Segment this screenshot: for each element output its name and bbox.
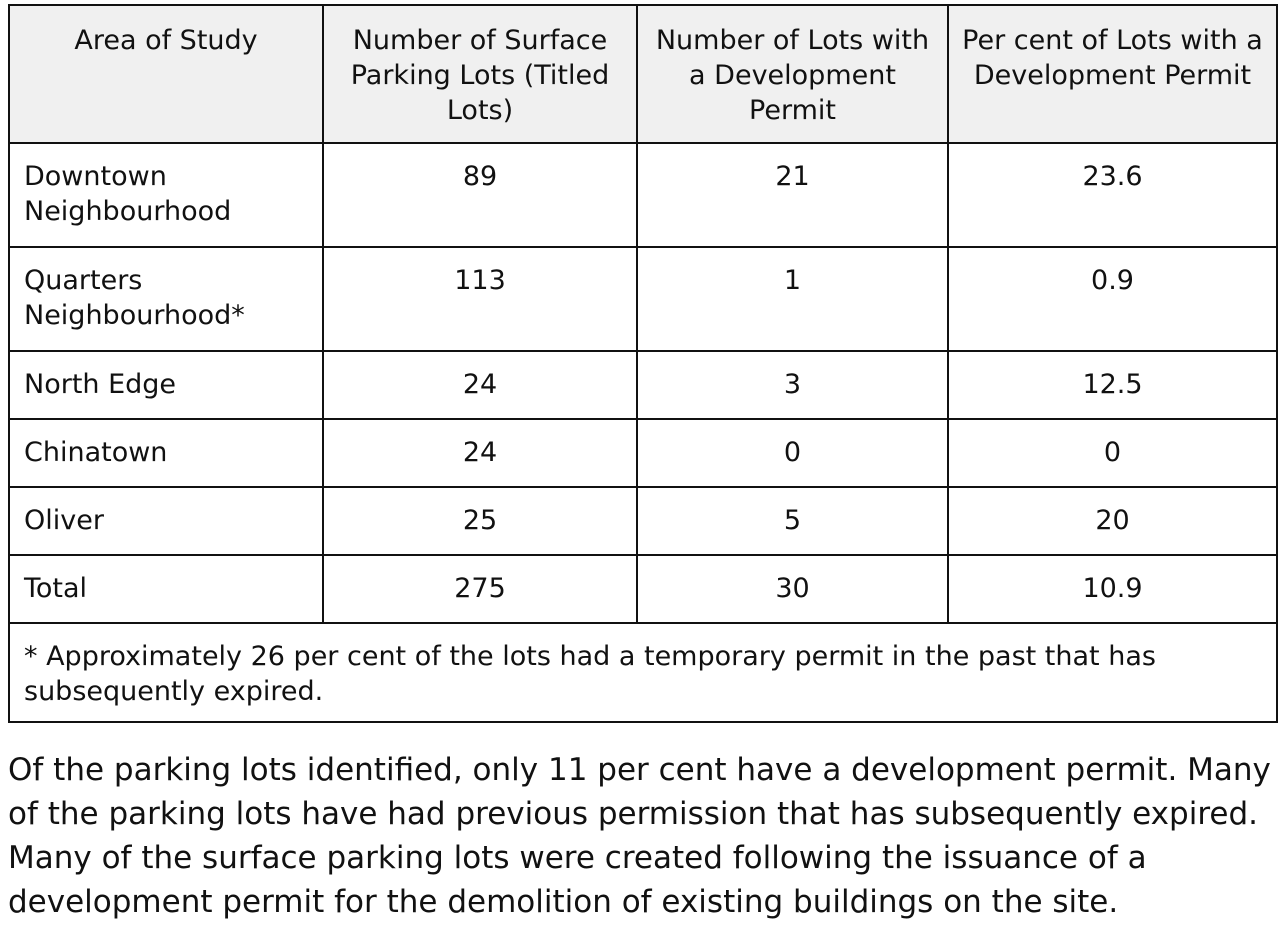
table-row-total [9, 555, 1277, 623]
percent-cell: 10.9 [948, 555, 1277, 623]
table-header-row [9, 5, 1277, 143]
permit-cell: 3 [637, 351, 948, 419]
table-row [9, 419, 1277, 487]
percent-cell: 12.5 [948, 351, 1277, 419]
area-cell: Quarters Neighbourhood* [9, 247, 323, 351]
lots-cell: 113 [323, 247, 637, 351]
area-cell: North Edge [9, 351, 323, 419]
footnote-row [9, 623, 1277, 722]
table-row [9, 487, 1277, 555]
table-row [9, 247, 1277, 351]
header-number-of-lots: Number of Surface Parking Lots (Titled Lots) [323, 5, 637, 143]
area-cell: Total [9, 555, 323, 623]
lots-cell: 25 [323, 487, 637, 555]
permit-cell: 21 [637, 143, 948, 247]
table-row [9, 143, 1277, 247]
percent-cell: 0 [948, 419, 1277, 487]
table-row [9, 351, 1277, 419]
percent-cell: 23.6 [948, 143, 1277, 247]
parking-lots-table [8, 4, 1278, 723]
percent-cell: 0.9 [948, 247, 1277, 351]
permit-cell: 1 [637, 247, 948, 351]
lots-cell: 24 [323, 419, 637, 487]
area-cell: Oliver [9, 487, 323, 555]
body-paragraph: Of the parking lots identified, only 11 per cent have a development permit. Many of the parking lots have had previous permission that has subsequently expired. Many of the surface parking lots were created following the issuance of a development permit for the demolition of existing buildings on the site. [8, 752, 1271, 920]
permit-cell: 30 [637, 555, 948, 623]
lots-cell: 275 [323, 555, 637, 623]
percent-cell: 20 [948, 487, 1277, 555]
permit-cell: 5 [637, 487, 948, 555]
lots-cell: 24 [323, 351, 637, 419]
header-lots-with-permit: Number of Lots with a Development Permit [637, 5, 948, 143]
lots-cell: 89 [323, 143, 637, 247]
permit-cell: 0 [637, 419, 948, 487]
area-cell: Chinatown [9, 419, 323, 487]
header-percent-with-permit: Per cent of Lots with a Development Permit [948, 5, 1277, 143]
table-footnote: * Approximately 26 per cent of the lots had a temporary permit in the past that has subsequently expired. [9, 623, 1277, 722]
area-cell: Downtown Neighbourhood [9, 143, 323, 247]
header-area-of-study: Area of Study [9, 5, 323, 143]
